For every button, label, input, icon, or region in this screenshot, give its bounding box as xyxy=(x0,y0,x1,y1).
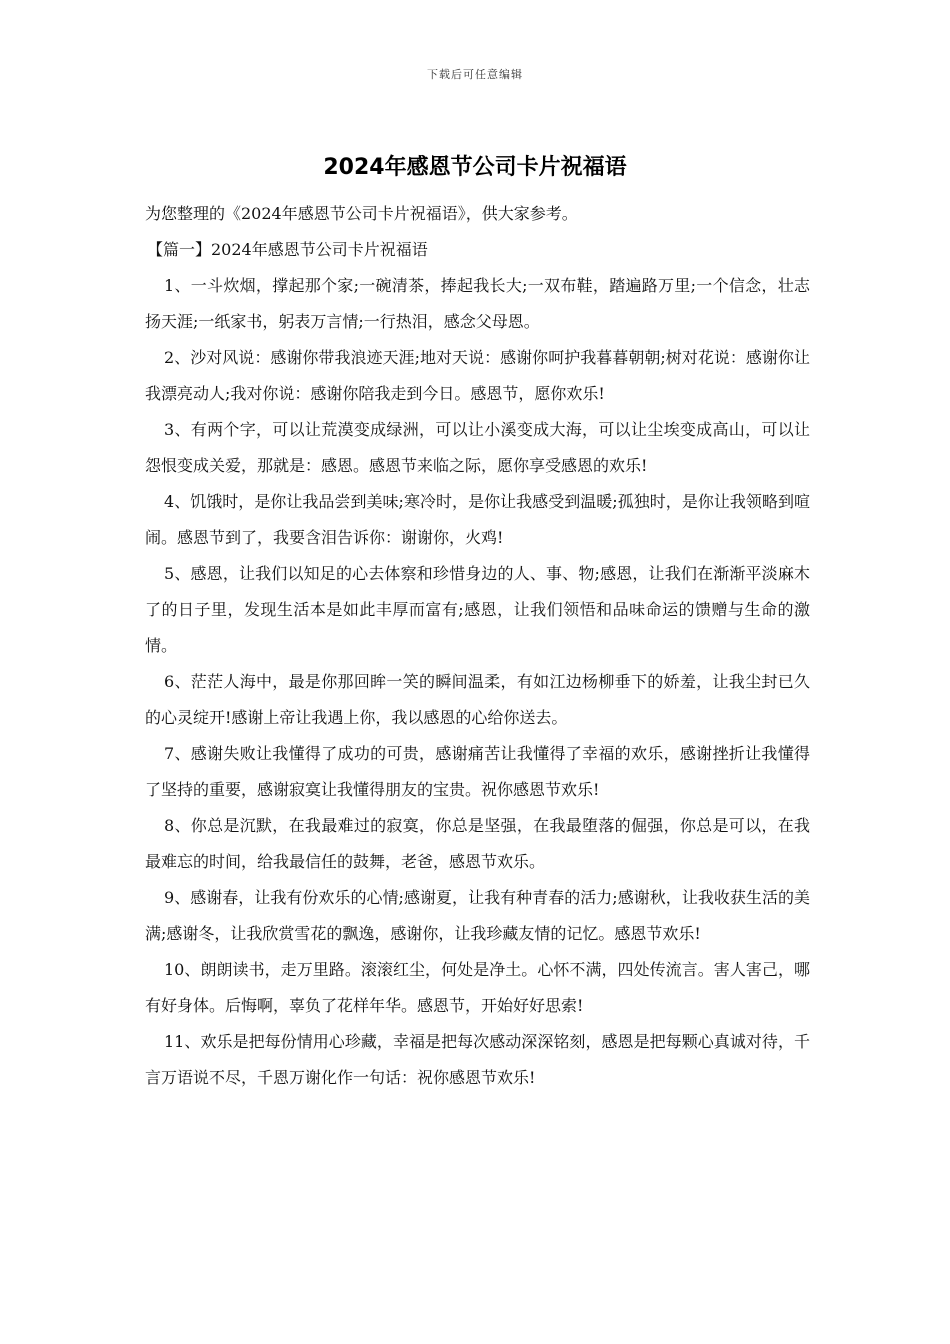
blessing-item-7: 7、感谢失败让我懂得了成功的可贵，感谢痛苦让我懂得了幸福的欢乐，感谢挫折让我懂得了坚持的重要，感谢寂寞让我懂得朋友的宝贵。祝你感恩节欢乐! xyxy=(145,744,810,799)
blessing-item-1: 1、一斗炊烟，撑起那个家;一碗清茶，捧起我长大;一双布鞋，踏遍路万里;一个信念，壮志扬天涯;一纸家书，躬表万言情;一行热泪，感念父母恩。 xyxy=(145,276,810,331)
blessing-item-8: 8、你总是沉默，在我最难过的寂寞，你总是坚强，在我最堕落的倔强，你总是可以，在我最难忘的时间，给我最信任的鼓舞，老爸，感恩节欢乐。 xyxy=(145,816,810,871)
section-heading: 【篇一】2024年感恩节公司卡片祝福语 xyxy=(147,240,428,259)
document-title: 2024年感恩节公司卡片祝福语 xyxy=(323,155,627,180)
blessing-item-2: 2、沙对风说：感谢你带我浪迹天涯;地对天说：感谢你呵护我暮暮朝朝;树对花说：感谢你让我漂亮动人;我对你说：感谢你陪我走到今日。感恩节，愿你欢乐! xyxy=(145,348,810,403)
document-body xyxy=(145,196,810,1096)
page-header-note: 下载后可任意编辑 xyxy=(427,68,523,81)
blessing-item-10: 10、朗朗读书，走万里路。滚滚红尘，何处是净土。心怀不满，四处传流言。害人害己，哪有好身体。后悔啊，辜负了花样年华。感恩节，开始好好思索! xyxy=(145,960,810,1015)
blessing-item-3: 3、有两个字，可以让荒漠变成绿洲，可以让小溪变成大海，可以让尘埃变成高山，可以让怨恨变成关爱，那就是：感恩。感恩节来临之际，愿你享受感恩的欢乐! xyxy=(145,420,810,475)
intro-paragraph: 为您整理的《2024年感恩节公司卡片祝福语》，供大家参考。 xyxy=(145,204,578,223)
blessing-item-6: 6、茫茫人海中，最是你那回眸一笑的瞬间温柔，有如江边杨柳垂下的娇羞，让我尘封已久的心灵绽开!感谢上帝让我遇上你，我以感恩的心给你送去。 xyxy=(145,672,810,727)
blessing-item-5: 5、感恩，让我们以知足的心去体察和珍惜身边的人、事、物;感恩，让我们在渐渐平淡麻木了的日子里，发现生活本是如此丰厚而富有;感恩，让我们领悟和品味命运的馈赠与生命的激情。 xyxy=(145,564,810,655)
blessing-item-4: 4、饥饿时，是你让我品尝到美味;寒冷时，是你让我感受到温暖;孤独时，是你让我领略到喧闹。感恩节到了，我要含泪告诉你：谢谢你，火鸡! xyxy=(145,492,810,547)
blessing-item-11: 11、欢乐是把每份情用心珍藏，幸福是把每次感动深深铭刻，感恩是把每颗心真诚对待，千言万语说不尽，千恩万谢化作一句话：祝你感恩节欢乐! xyxy=(145,1032,810,1087)
blessing-item-9: 9、感谢春，让我有份欢乐的心情;感谢夏，让我有种青春的活力;感谢秋，让我收获生活的美满;感谢冬，让我欣赏雪花的飘逸，感谢你，让我珍藏友情的记忆。感恩节欢乐! xyxy=(145,888,810,943)
